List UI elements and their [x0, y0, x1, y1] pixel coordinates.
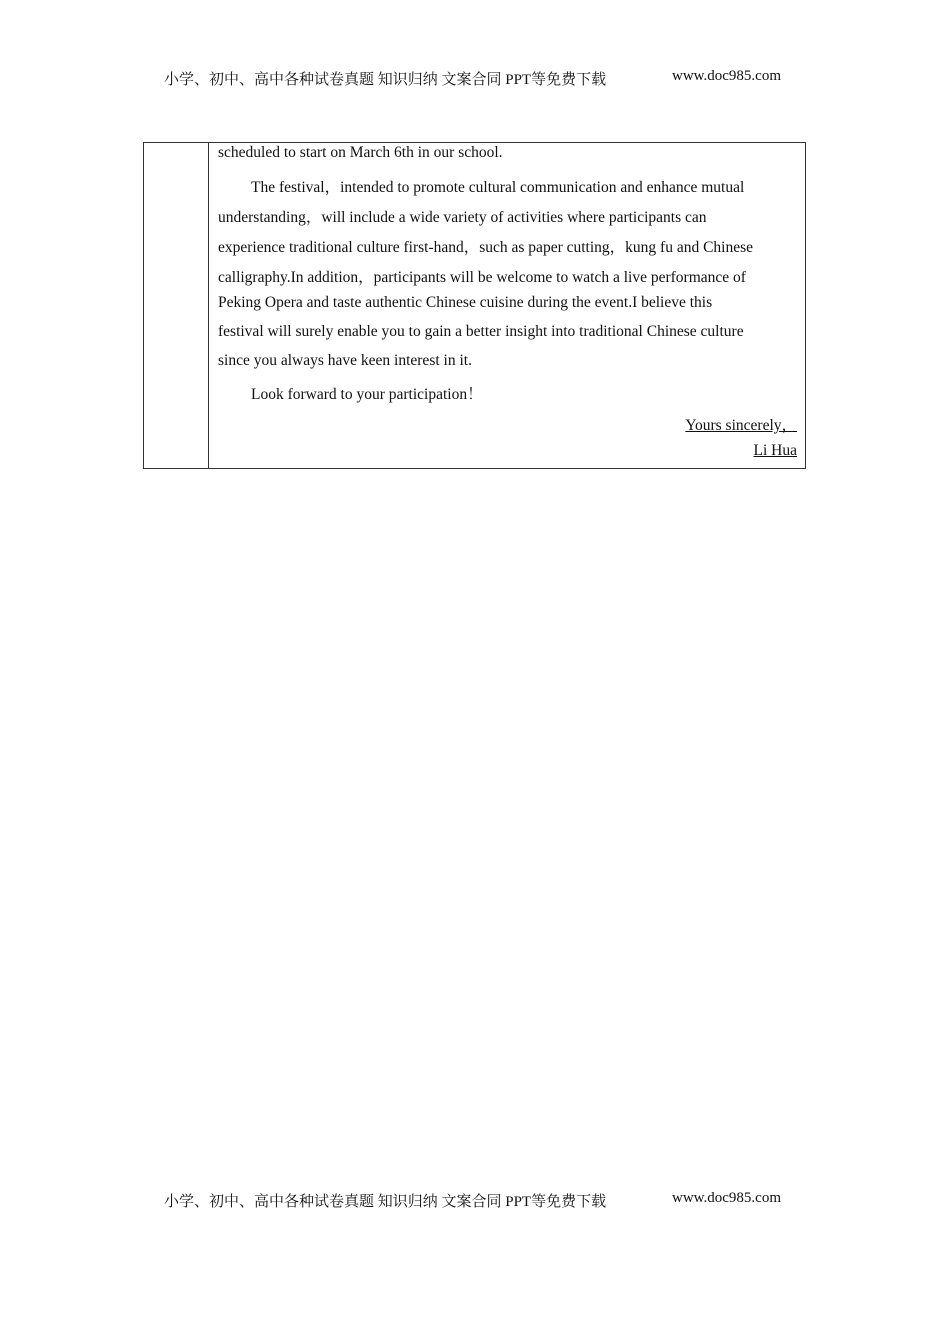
answer-table: [143, 142, 806, 469]
letter-content-cell: [209, 143, 805, 468]
letter-line: since you always have keen interest in it.: [218, 352, 472, 369]
letter-line: festival will surely enable you to gain a better insight into traditional Chinese culture: [218, 323, 744, 340]
letter-line: The festival，intended to promote cultural communication and enhance mutual: [251, 179, 745, 196]
header-promo-text: 小学、初中、高中各种试卷真题 知识归纳 文案合同 PPT等免费下载: [164, 72, 607, 88]
letter-closing: Yours sincerely，: [685, 417, 797, 434]
footer-promo-text: 小学、初中、高中各种试卷真题 知识归纳 文案合同 PPT等免费下载: [164, 1194, 607, 1210]
letter-line: calligraphy.In addition，participants will be welcome to watch a live performance of: [218, 269, 746, 286]
letter-signature: Li Hua: [753, 442, 797, 459]
letter-line: understanding，will include a wide variety of activities where participants can: [218, 209, 707, 226]
table-left-cell: [144, 143, 209, 468]
letter-line: Peking Opera and taste authentic Chinese cuisine during the event.I believe this: [218, 294, 713, 311]
footer-website: www.doc985.com: [672, 1190, 782, 1206]
letter-line: scheduled to start on March 6th in our school.: [218, 144, 503, 161]
letter-line: Look forward to your participation！: [251, 386, 483, 403]
letter-line: experience traditional culture first-hand，such as paper cutting，kung fu and Chinese: [218, 239, 754, 256]
header-website: www.doc985.com: [672, 68, 782, 84]
